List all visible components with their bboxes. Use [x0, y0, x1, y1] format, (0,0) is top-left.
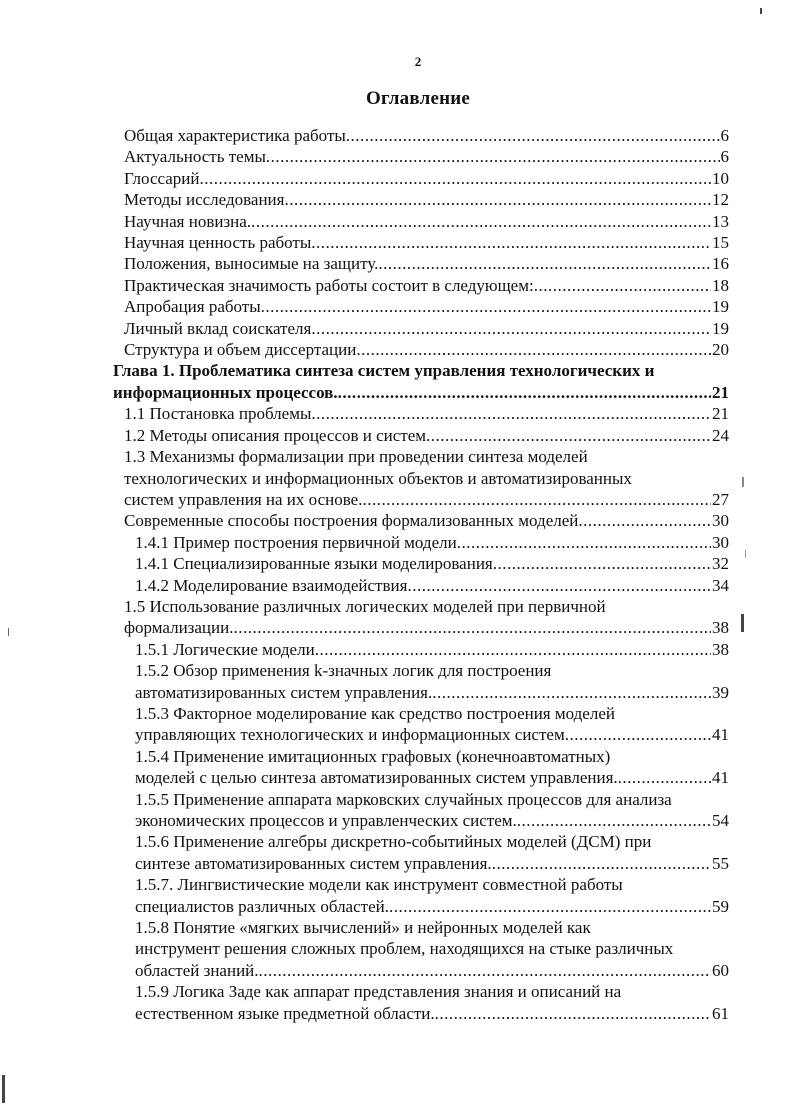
- toc-entry-text: 1.5.6 Применение алгебры дискретно-событийных моделей (ДСМ) при: [135, 832, 652, 852]
- toc-page-number: 39: [712, 682, 729, 702]
- toc-entry: [113, 360, 729, 403]
- toc-entry-text: 1.5.1 Логические модели: [135, 639, 315, 659]
- dot-leader: [407, 575, 711, 596]
- toc-entry-text: Глоссарий: [124, 168, 200, 188]
- dot-leader: [233, 617, 711, 638]
- toc-entry-text: инструмент решения сложных проблем, находящихся на стыке различных: [135, 939, 674, 959]
- scan-artifact: [2, 1075, 5, 1103]
- toc-entry: [113, 211, 729, 232]
- toc-entry-text: областей знаний.: [135, 960, 259, 980]
- toc-entry-line: [135, 724, 729, 745]
- dot-leader: [432, 682, 711, 703]
- toc-title: Оглавление: [365, 88, 471, 109]
- toc-entry-line: [124, 296, 729, 317]
- toc-page-number: 41: [712, 768, 729, 788]
- toc-entry: [113, 575, 729, 596]
- toc-entry-line: [124, 189, 729, 210]
- toc-entry-line: [135, 810, 729, 831]
- toc-entry-text: Апробация работы: [124, 297, 261, 317]
- toc-entry-line: [124, 339, 729, 360]
- toc-page-number: 27: [712, 489, 729, 509]
- toc-entry-line: [124, 318, 729, 339]
- toc-entry-line: [124, 232, 729, 253]
- toc-entry-line: [135, 874, 729, 895]
- dot-leader: [311, 318, 711, 339]
- toc-entry-text: 1.3 Механизмы формализации при проведении синтеза моделей: [124, 447, 588, 467]
- toc-entry-line: [135, 553, 729, 574]
- dot-leader: [378, 253, 711, 274]
- toc-page-number: 21: [712, 382, 729, 402]
- dot-leader: [356, 339, 711, 360]
- toc-entry-text: Личный вклад соискателя: [124, 318, 312, 338]
- dot-leader: [311, 232, 711, 253]
- scan-artifact: [760, 8, 762, 14]
- toc-entry-line: [113, 360, 729, 381]
- toc-entry-text: 1.5.2 Обзор применения k-значных логик для построения: [135, 661, 552, 681]
- toc-entry-line: [135, 853, 729, 874]
- toc-entry-text: Глава 1. Проблематика синтеза систем управления технологических и: [113, 361, 655, 381]
- toc-entry: [113, 425, 729, 446]
- toc-entry: [113, 446, 729, 510]
- toc-entry: [113, 596, 729, 639]
- dot-leader: [435, 1003, 711, 1024]
- page-number: 2: [414, 54, 422, 69]
- toc-entry-text: 1.5.9 Логика Заде как аппарат представления знания и описаний на: [135, 982, 622, 1002]
- toc-entry-text: 1.2 Методы описания процессов и систем: [124, 425, 427, 445]
- toc-entry-line: [135, 682, 729, 703]
- toc-entry-text: 1.4.1 Пример построения первичной модели: [135, 532, 457, 552]
- dot-leader: [493, 553, 711, 574]
- dot-leader: [389, 896, 711, 917]
- toc-entry-line: [124, 211, 729, 232]
- toc-page-number: 6: [720, 126, 729, 145]
- toc-entry-line: [135, 767, 729, 788]
- toc-page-number: 15: [712, 233, 729, 253]
- toc-entry-line: [124, 403, 729, 424]
- dot-leader: [346, 125, 720, 146]
- toc-page-number: 38: [712, 618, 729, 638]
- toc-entry: [113, 510, 729, 531]
- toc-entry-line: [135, 917, 729, 938]
- toc-entry-line: [124, 489, 729, 510]
- toc-entry-text: 1.4.1 Специализированные языки моделирования: [135, 554, 493, 574]
- toc-page-number: 54: [712, 811, 729, 830]
- toc-entry-line: [124, 596, 729, 617]
- toc-page-number: 19: [712, 318, 729, 338]
- toc-page-number: 18: [712, 275, 729, 295]
- toc-entry-text: 1.5.4 Применение имитационных графовых (конечноавтоматных): [135, 746, 611, 766]
- toc-page-number: 20: [712, 340, 729, 360]
- dot-leader: [266, 146, 720, 167]
- toc-entry: [113, 703, 729, 746]
- scan-artifact: [742, 477, 744, 487]
- toc-entry-line: [124, 168, 729, 189]
- toc-entry-line: [135, 896, 729, 917]
- toc-entry-line: [124, 510, 729, 531]
- toc-entry-line: [124, 617, 729, 638]
- toc-entry-line: [135, 981, 729, 1002]
- toc-entry-text: Практическая значимость работы состоит в следующем:: [124, 275, 534, 295]
- toc-entry-text: специалистов различных областей.: [135, 896, 389, 916]
- toc-entry: [113, 639, 729, 660]
- toc-entry: [113, 318, 729, 339]
- toc-entry: [113, 981, 729, 1024]
- dot-leader: [338, 382, 711, 403]
- toc-entry: [113, 146, 729, 167]
- dot-leader: [311, 403, 711, 424]
- toc-entry-line: [124, 125, 729, 146]
- toc-entry-line: [135, 831, 729, 852]
- toc-page-number: 10: [712, 168, 729, 188]
- toc-page-number: 60: [712, 960, 729, 980]
- toc-page-number: 41: [712, 725, 729, 745]
- toc-entry: [113, 339, 729, 360]
- toc-entry-line: [124, 446, 729, 467]
- toc-entry-text: автоматизированных систем управления.: [135, 682, 433, 702]
- toc-entry-text: Научная новизна.: [124, 211, 252, 231]
- toc-entry-text: систем управления на их основе.: [124, 489, 363, 509]
- toc-entry: [113, 275, 729, 296]
- toc-entry: [113, 532, 729, 553]
- toc-entry-text: Методы исследования: [124, 190, 285, 210]
- toc-entry-line: [124, 146, 729, 167]
- toc-entry-text: 1.4.2 Моделирование взаимодействия: [135, 575, 408, 595]
- toc-page-number: 55: [712, 853, 729, 873]
- dot-leader: [565, 724, 711, 745]
- toc-entry: [113, 789, 729, 832]
- toc-page-number: 6: [720, 147, 729, 167]
- dot-leader: [315, 639, 711, 660]
- toc-entry: [113, 125, 729, 146]
- toc-entry: [113, 831, 729, 874]
- toc-entry: [113, 403, 729, 424]
- toc-entry-text: управляющих технологических и информационных систем: [135, 725, 565, 745]
- toc-entry-line: [113, 382, 729, 403]
- toc-entry-text: Актуальность темы: [124, 147, 266, 167]
- table-of-contents: [113, 125, 729, 1024]
- toc-entry-text: Научная ценность работы: [124, 233, 312, 253]
- toc-page-number: 61: [712, 1003, 729, 1023]
- toc-entry: [113, 746, 729, 789]
- toc-entry-line: [124, 253, 729, 274]
- toc-entry-line: [124, 425, 729, 446]
- toc-entry: [113, 189, 729, 210]
- toc-entry-line: [135, 938, 729, 959]
- toc-entry-text: Современные способы построения формализованных моделей: [124, 511, 579, 531]
- toc-page-number: 59: [712, 896, 729, 916]
- toc-page-number: 38: [712, 639, 729, 659]
- dot-leader: [200, 168, 712, 189]
- toc-entry-line: [135, 746, 729, 767]
- toc-page-number: 21: [712, 404, 729, 424]
- toc-entry: [113, 660, 729, 703]
- toc-entry-line: [135, 1003, 729, 1024]
- dot-leader: [457, 532, 711, 553]
- scan-artifact: [741, 614, 744, 632]
- toc-entry: [113, 232, 729, 253]
- dot-leader: [426, 425, 711, 446]
- toc-entry: [113, 917, 729, 981]
- toc-entry-line: [135, 960, 729, 981]
- dot-leader: [578, 510, 711, 531]
- toc-entry: [113, 553, 729, 574]
- toc-page-number: 34: [712, 575, 729, 595]
- toc-entry-text: 1.5.3 Факторное моделирование как средство построения моделей: [135, 703, 615, 723]
- toc-entry-text: Структура и объем диссертации: [124, 340, 357, 360]
- toc-entry-text: формализации.: [124, 618, 234, 638]
- toc-entry-text: 1.5.5 Применение аппарата марковских случайных процессов для анализа: [135, 789, 672, 809]
- toc-entry-text: 1.1 Постановка проблемы: [124, 404, 312, 424]
- toc-entry-text: Общая характеристика работы: [124, 126, 346, 145]
- toc-entry-text: естественном языке предметной области.: [135, 1003, 435, 1023]
- toc-entry-line: [124, 468, 729, 489]
- toc-page-number: 19: [712, 297, 729, 317]
- toc-entry-text: моделей с целью синтеза автоматизированных систем управления.: [135, 768, 618, 788]
- toc-entry-text: 1.5.8 Понятие «мягких вычислений» и нейронных моделей как: [135, 918, 591, 938]
- toc-page-number: 16: [712, 254, 729, 274]
- toc-entry-text: 1.5.7. Лингвистические модели как инструмент совместной работы: [135, 875, 623, 895]
- toc-page-number: 24: [712, 425, 729, 445]
- dot-leader: [251, 211, 711, 232]
- toc-entry-line: [135, 575, 729, 596]
- toc-page-number: 30: [712, 532, 729, 552]
- toc-entry-text: экономических процессов и управленческих систем.: [135, 811, 517, 830]
- scan-artifact: [8, 628, 9, 636]
- toc-entry-text: технологических и информационных объектов и автоматизированных: [124, 468, 632, 488]
- toc-entry-line: [124, 275, 729, 296]
- toc-entry-line: [135, 660, 729, 681]
- toc-page-number: 13: [712, 211, 729, 231]
- toc-entry-text: синтезе автоматизированных систем управления.: [135, 853, 492, 873]
- toc-page-number: 12: [712, 190, 729, 210]
- dot-leader: [259, 960, 711, 981]
- toc-entry: [113, 168, 729, 189]
- dot-leader: [534, 275, 711, 296]
- dot-leader: [618, 767, 711, 788]
- toc-entry-line: [135, 639, 729, 660]
- toc-page-number: 30: [712, 511, 729, 531]
- dot-leader: [261, 296, 711, 317]
- dot-leader: [362, 489, 711, 510]
- toc-entry-text: информационных процессов.: [113, 382, 338, 402]
- dot-leader: [284, 189, 711, 210]
- toc-entry-text: 1.5 Использование различных логических моделей при первичной: [124, 596, 606, 616]
- toc-entry-line: [135, 703, 729, 724]
- dot-leader: [517, 810, 711, 831]
- toc-entry-line: [135, 789, 729, 810]
- dot-leader: [492, 853, 711, 874]
- toc-entry: [113, 296, 729, 317]
- toc-entry: [113, 874, 729, 917]
- toc-page-number: 32: [712, 554, 729, 574]
- toc-entry-line: [135, 532, 729, 553]
- scan-artifact: [745, 550, 746, 558]
- toc-entry-text: Положения, выносимые на защиту.: [124, 254, 379, 274]
- toc-entry: [113, 253, 729, 274]
